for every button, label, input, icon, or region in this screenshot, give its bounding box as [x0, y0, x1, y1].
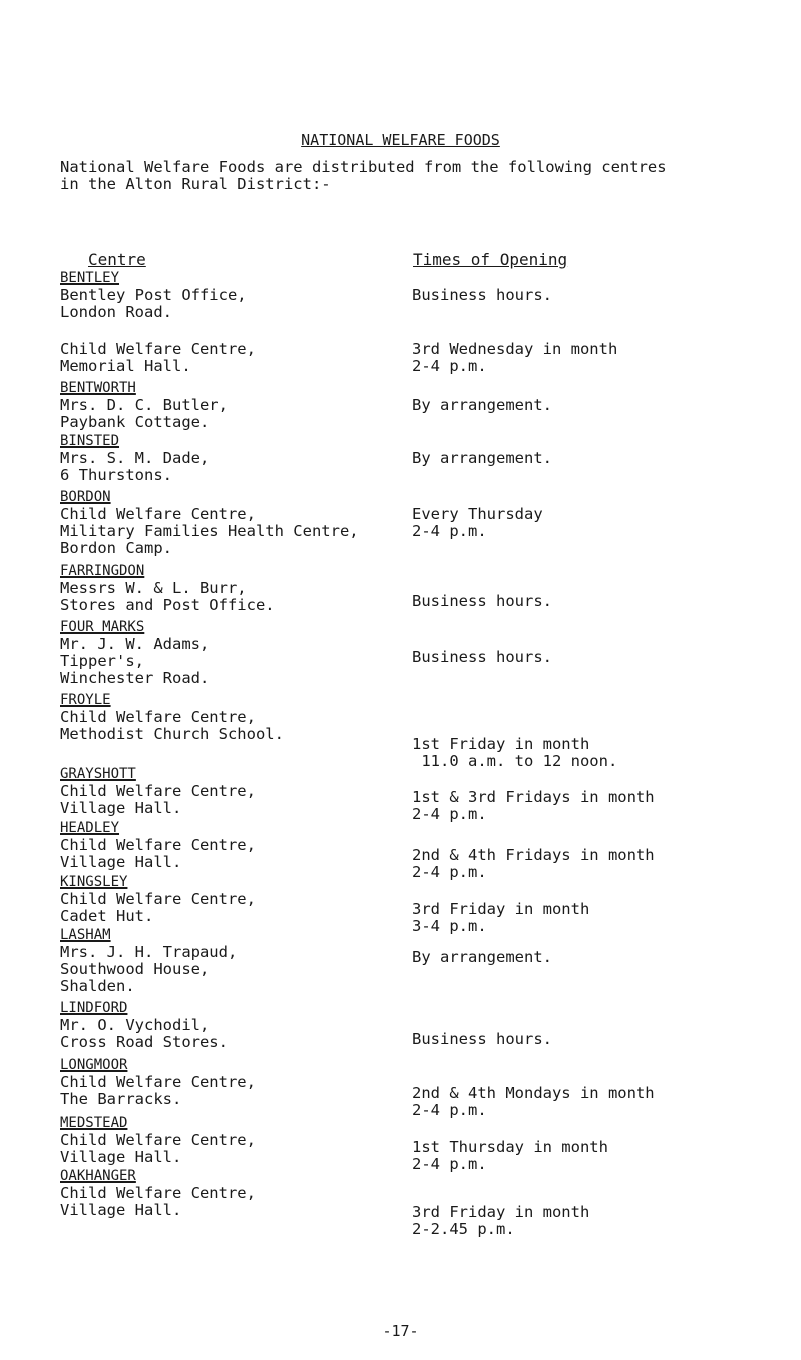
opening-times: Every Thursday 2-4 p.m.	[412, 505, 543, 540]
place-name: FOUR MARKS	[60, 619, 145, 635]
place-name: FARRINGDON	[60, 563, 145, 579]
opening-times: 2nd & 4th Mondays in month 2-4 p.m.	[412, 1084, 655, 1119]
centre-column-header: Centre	[88, 250, 146, 269]
opening-times: Business hours.	[412, 1030, 552, 1048]
opening-times: 1st Thursday in month 2-4 p.m.	[412, 1138, 608, 1173]
place-name: FROYLE	[60, 692, 111, 708]
opening-times: Business hours.	[412, 648, 552, 666]
opening-times: Business hours.	[412, 286, 552, 304]
place-name: MEDSTEAD	[60, 1115, 128, 1131]
place-name: OAKHANGER	[60, 1168, 136, 1184]
centre-address: Mrs. J. H. Trapaud, Southwood House, Shalden.	[60, 943, 238, 995]
opening-times: 1st & 3rd Fridays in month 2-4 p.m.	[412, 788, 655, 823]
centre-address: Child Welfare Centre, Methodist Church School.	[60, 708, 284, 743]
opening-times: 2nd & 4th Fridays in month 2-4 p.m.	[412, 846, 655, 881]
centre-address: Child Welfare Centre, Village Hall.	[60, 782, 256, 817]
page-title: NATIONAL WELFARE FOODS	[301, 131, 500, 149]
place-name: BENTWORTH	[60, 380, 136, 396]
centre-address: Child Welfare Centre, Village Hall.	[60, 1184, 256, 1219]
place-name: GRAYSHOTT	[60, 766, 136, 782]
centre-address: Child Welfare Centre, Village Hall.	[60, 836, 256, 871]
opening-times: Business hours.	[412, 592, 552, 610]
opening-times: By arrangement.	[412, 948, 552, 966]
centre-address: Child Welfare Centre, Military Families Health Centre, Bordon Camp.	[60, 505, 359, 557]
centre-address: Child Welfare Centre, The Barracks.	[60, 1073, 256, 1108]
place-name: BENTLEY	[60, 270, 120, 286]
centre-address: Child Welfare Centre, Memorial Hall.	[60, 340, 256, 375]
opening-times: 1st Friday in month 11.0 a.m. to 12 noon.	[412, 735, 618, 770]
intro-text: National Welfare Foods are distributed from the following centres in the Alton Rural District:-	[60, 158, 667, 193]
centre-address: Mrs. D. C. Butler, Paybank Cottage.	[60, 396, 228, 431]
place-name: LONGMOOR	[60, 1057, 128, 1073]
opening-times: By arrangement.	[412, 396, 552, 414]
place-name: LASHAM	[60, 927, 111, 943]
centre-address: Mr. J. W. Adams, Tipper's, Winchester Road.	[60, 635, 210, 687]
page-number: -17-	[382, 1322, 419, 1340]
centre-address: Mrs. S. M. Dade, 6 Thurstons.	[60, 449, 210, 484]
centre-address: Child Welfare Centre, Cadet Hut.	[60, 890, 256, 925]
place-name: LINDFORD	[60, 1000, 128, 1016]
centre-address: Messrs W. & L. Burr, Stores and Post Office.	[60, 579, 275, 614]
place-name: KINGSLEY	[60, 874, 128, 890]
place-name: BINSTED	[60, 433, 120, 449]
opening-times: By arrangement.	[412, 449, 552, 467]
opening-times: 3rd Friday in month 2-2.45 p.m.	[412, 1203, 590, 1238]
centre-address: Bentley Post Office, London Road.	[60, 286, 247, 321]
centre-address: Child Welfare Centre, Village Hall.	[60, 1131, 256, 1166]
centre-address: Mr. O. Vychodil, Cross Road Stores.	[60, 1016, 228, 1051]
opening-times: 3rd Wednesday in month 2-4 p.m.	[412, 340, 618, 375]
place-name: HEADLEY	[60, 820, 120, 836]
opening-times: 3rd Friday in month 3-4 p.m.	[412, 900, 590, 935]
times-column-header: Times of Opening	[413, 250, 568, 269]
place-name: BORDON	[60, 489, 111, 505]
